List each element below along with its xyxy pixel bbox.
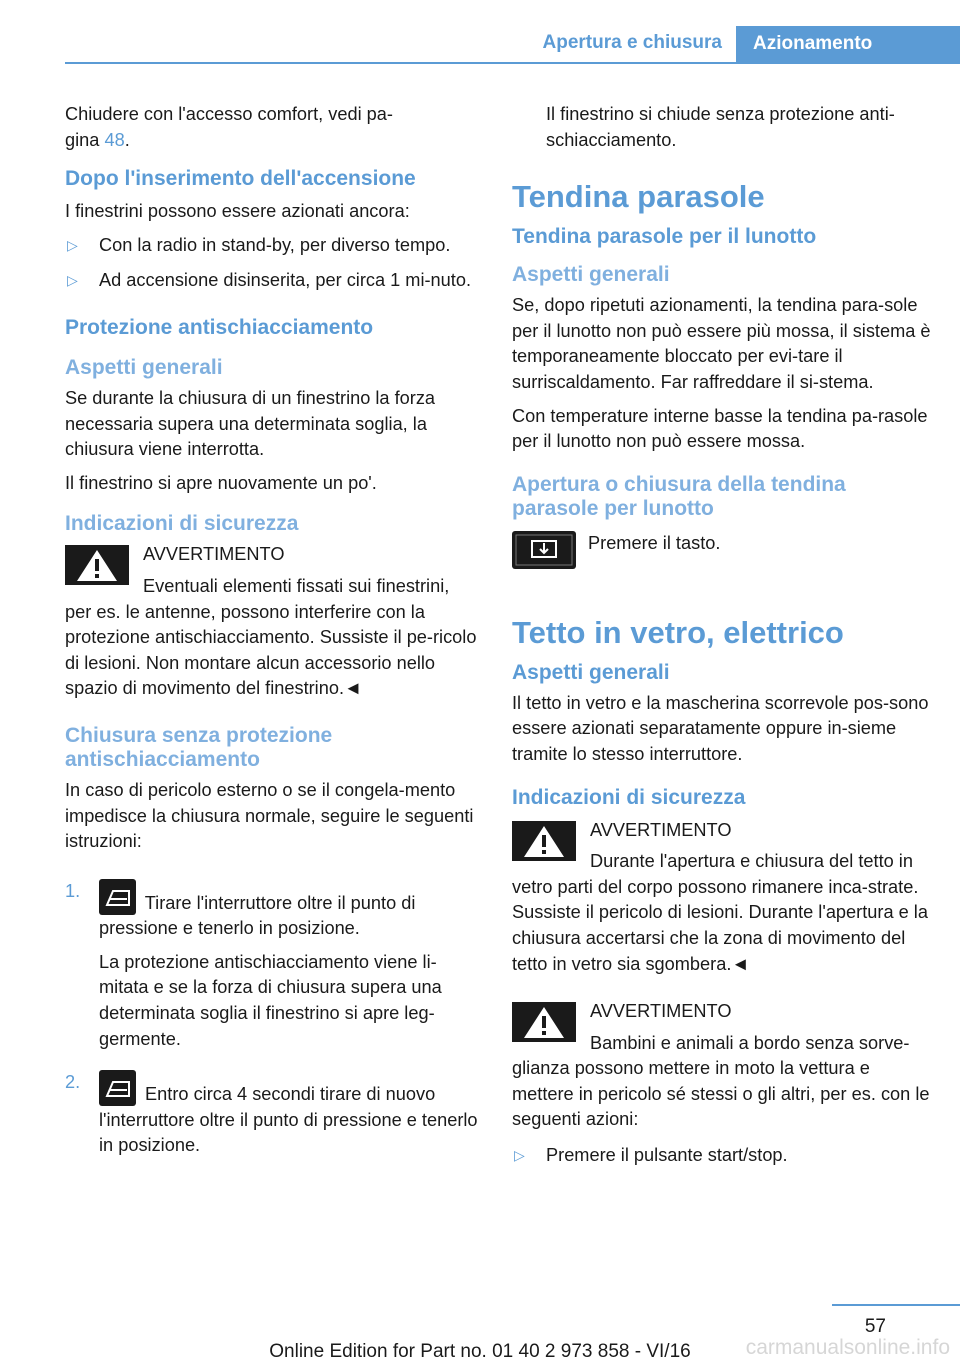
warning-block <box>512 999 932 1133</box>
warning-triangle-icon <box>65 545 129 585</box>
window-switch-icon <box>99 1070 136 1106</box>
ignition-text: I finestrini possono essere azionati ancora: <box>65 201 410 222</box>
heading-sunblind: Tendina parasole <box>512 179 765 215</box>
warning-first-line: Durante l'apertura e chiusura del tetto in <box>590 851 913 872</box>
page-number: 57 <box>864 1316 886 1337</box>
general-paragraph-1: Se durante la chiusura di un finestrino la forza necessaria supera una determinata soglia, la chiusura viene interrotta. <box>65 387 436 460</box>
footer-edition: Online Edition for Part no. 01 40 2 973 858 - VI/16 <box>269 1341 691 1362</box>
press-text: Premere il tasto. <box>588 532 721 553</box>
list-item: ▷ Ad accensione disinserita, per circa 1 mi-nuto. <box>65 268 480 294</box>
header-tab: Azionamento <box>736 26 960 63</box>
page-link[interactable]: 48 <box>104 129 125 150</box>
triangle-right-icon: ▷ <box>67 236 78 253</box>
warning-text: glianza possono mettere in moto la vettura e mettere in pericolo sé stessi o gli altri, per es. con le seguenti azioni: <box>512 1058 930 1130</box>
sunblind-paragraph-1: Se, dopo ripetuti azionamenti, la tendina para-sole per il lunotto non può essere più mossa, il sistema è temporaneamente bloccato per evi-tare il surriscaldamento. Far raffreddare il si-stema. <box>512 295 931 392</box>
warning-block <box>65 542 480 702</box>
general-paragraph-2: Il finestrino si apre nuovamente un po'. <box>65 472 377 493</box>
heading-ignition: Dopo l'inserimento dell'accensione <box>65 167 416 191</box>
heading-general: Aspetti generali <box>65 355 223 379</box>
window-switch-icon <box>99 879 136 915</box>
step-number: 1. <box>65 880 81 901</box>
step-number: 2. <box>65 1072 81 1093</box>
sunblind-button-icon <box>512 531 576 569</box>
warning-triangle-icon <box>512 1002 576 1042</box>
heading-without-protection: Chiusura senza protezione antischiacciamento <box>65 723 333 771</box>
triangle-right-icon: ▷ <box>514 1147 525 1164</box>
heading-safety: Indicazioni di sicurezza <box>512 785 746 809</box>
step-item: 2. Entro circa 4 secondi tirare di nuovo l'interruttore oltre il punto di pressione e tenerlo in posizione. <box>65 1072 478 1156</box>
warning-first-line: Eventuali elementi fissati sui finestrini, <box>143 575 450 596</box>
step-note: La protezione antischiacciamento viene li-mitata e se la forza di chiusura supera una determinata soglia il finestrino si apre leg-germente. <box>99 951 442 1049</box>
heading-general: Aspetti generali <box>512 263 670 287</box>
list-item: ▷ Premere il pulsante start/stop. <box>512 1143 932 1169</box>
left-column <box>65 102 480 1171</box>
warning-triangle-icon <box>512 821 576 861</box>
continuation-text: Il finestrino si chiude senza protezione anti-schiacciamento. <box>546 104 895 150</box>
warning-title: AVVERTIMENTO <box>143 544 285 565</box>
step-item: 1. Tirare l'interruttore oltre il punto di pressione e tenerlo in posizione. La protezione antischiacciamento viene li-mitata e se la forza di chiusura supera una determinata soglia il finestrino si apre leg-germente. <box>65 879 480 1053</box>
header-section: Apertura e chiusura <box>542 32 722 53</box>
warning-text: per es. le antenne, possono interferire con la protezione antischiacciamento. Sussiste il pe-ricolo di lesioni. Non montare alcun accessorio nello spazio di movimento del finestrino.◄ <box>65 601 477 699</box>
right-column <box>512 102 932 1179</box>
triangle-right-icon: ▷ <box>67 272 78 289</box>
intro-paragraph: Chiudere con l'accesso comfort, vedi pa- gina 48. <box>65 104 393 150</box>
heading-glass-roof: Tetto in vetro, elettrico <box>512 614 844 650</box>
warning-title: AVVERTIMENTO <box>590 819 732 840</box>
watermark: carmanualsonline.info <box>745 1336 950 1359</box>
roof-text: Il tetto in vetro e la mascherina scorrevole pos-sono essere azionati separatamente oppure in-sieme tramite lo stesso interruttore. <box>512 692 929 764</box>
warning-first-line: Bambini e animali a bordo senza sorve- <box>590 1032 910 1053</box>
without-text: In caso di pericolo esterno o se il congela-mento impedisce la chiusura normale, seguire le seguenti istruzioni: <box>65 779 474 852</box>
heading-sunblind-rear: Tendina parasole per il lunotto <box>512 225 817 249</box>
heading-roof-general: Aspetti generali <box>512 660 670 684</box>
heading-safety: Indicazioni di sicurezza <box>65 512 299 536</box>
warning-text: vetro parti del corpo possono rimanere inca-strate. Sussiste il pericolo di lesioni. Durante l'apertura e la chiusura accertarsi che la zona di movimento del tetto in vetro sia sgombera.◄ <box>512 876 928 974</box>
press-row <box>512 531 932 557</box>
heading-protection: Protezione antischiacciamento <box>65 315 374 339</box>
footer-rule <box>832 1304 960 1306</box>
list-item: ▷ Con la radio in stand-by, per diverso tempo. <box>65 233 480 259</box>
warning-block <box>512 818 932 978</box>
warning-title: AVVERTIMENTO <box>590 1001 732 1022</box>
sunblind-paragraph-2: Con temperature interne basse la tendina pa-rasole per il lunotto non può essere mossa. <box>512 405 928 452</box>
heading-open-close: Apertura o chiusura della tendina parasole per lunotto <box>512 472 846 520</box>
